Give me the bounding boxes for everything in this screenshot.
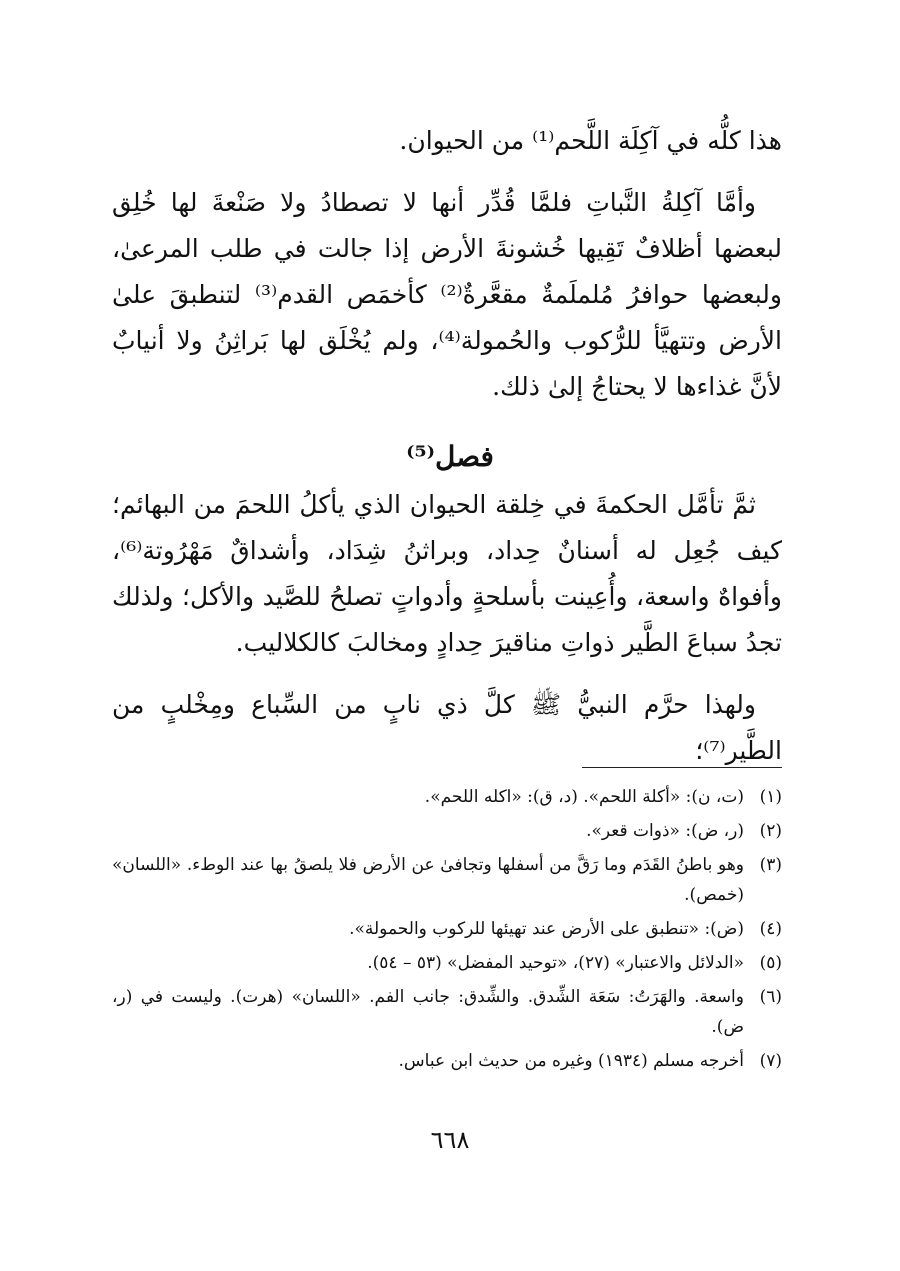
footnote-number: (٥) (759, 953, 782, 973)
body-paragraph-1 (112, 118, 782, 164)
footnote-number: (٦) (759, 987, 782, 1007)
footnote-item (112, 948, 782, 978)
footnote-text: (ر، ض): «ذوات قعر». (586, 821, 744, 841)
footnote-text: واسعة. والهَرَتُ: سَعَة الشِّدق. والشِّدق: جانب الفم. «اللسان» (هرت). وليست في (ر، ض). (112, 987, 744, 1037)
page-number: ٦٦٨ (430, 1126, 470, 1154)
footnote-number: (٢) (759, 821, 782, 841)
footnote-item (112, 914, 782, 944)
footnote-item (112, 1046, 782, 1076)
body-paragraph-4 (112, 682, 782, 774)
footnote-item (112, 782, 782, 812)
body-paragraph-3 (112, 482, 782, 666)
paragraph-text: ولهذا حرَّم النبيُّ ﷺ كلَّ ذي نابٍ من السِّباع ومِخْلبٍ من الطَّير⁽⁷⁾؛ (112, 690, 782, 765)
footnote-item (112, 982, 782, 1042)
paragraph-text: وأمَّا آكِلةُ النَّباتِ فلمَّا قُدِّر أنها لا تصطادُ ولا صَنْعةَ لها خُلِق لبعضها أظلافٌ تَقِيها خُشونةَ الأرض إذا جالت في طلب المرعىٰ، ولبعضها حوافرُ مُلملَمةٌ مقعَّرةٌ⁽²⁾ كأخمَص القدم⁽³⁾ لتنطبقَ علىٰ الأرض وتتهيَّأ للرُّكوب والحُمولة⁽⁴⁾، ولم يُخْلَق لها بَراثِنُ ولا أنيابٌ لأنَّ غذاءها لا يحتاجُ إلىٰ ذلك. (112, 188, 782, 401)
footnote-text: «الدلائل والاعتبار» (٢٧)، «توحيد المفضل» (٥٣ – ٥٤). (367, 953, 744, 973)
paragraph-text: ثمَّ تأمَّل الحكمةَ في خِلقة الحيوان الذي يأكلُ اللحمَ من البهائم؛ كيف جُعِل له أسنانٌ حِداد، وبراثنُ شِدَاد، وأشداقٌ مَهْرُوتة⁽⁶⁾، وأفواهٌ واسعة، وأُعِينت بأسلحةٍ وأدواتٍ تصلحُ للصَّيد والأكل؛ ولذلك تجدُ سباعَ الطَّير ذواتِ مناقيرَ حِدادٍ ومخالبَ كالكلاليب. (112, 490, 782, 657)
footnote-divider (582, 767, 782, 768)
footnote-item (112, 850, 782, 910)
footnote-number: (٤) (759, 919, 782, 939)
footnote-number: (٧) (759, 1051, 782, 1071)
footnote-text: (ض): «تنطبق على الأرض عند تهيئها للركوب والحمولة». (349, 919, 744, 939)
footnotes-list (112, 782, 782, 1080)
footnote-number: (٣) (759, 855, 782, 875)
footnote-item (112, 816, 782, 846)
footnote-number: (١) (759, 787, 782, 807)
footnote-text: وهو باطنُ القَدَم وما رَقَّ من أسفلها وتجافىٰ عن الأرض فلا يلصقُ بها عند الوطء. «اللسان» (خمص). (112, 855, 744, 905)
section-heading: فصل⁽⁵⁾ (406, 440, 494, 473)
footnote-text: (ت، ن): «أكلة اللحم». (د، ق): «اكله اللحم». (424, 787, 744, 807)
paragraph-text: هذا كلُّه في آكِلَة اللَّحم⁽¹⁾ من الحيوان. (399, 126, 782, 155)
footnote-text: أخرجه مسلم (١٩٣٤) وغيره من حديث ابن عباس. (398, 1051, 744, 1071)
body-paragraph-2 (112, 180, 782, 410)
